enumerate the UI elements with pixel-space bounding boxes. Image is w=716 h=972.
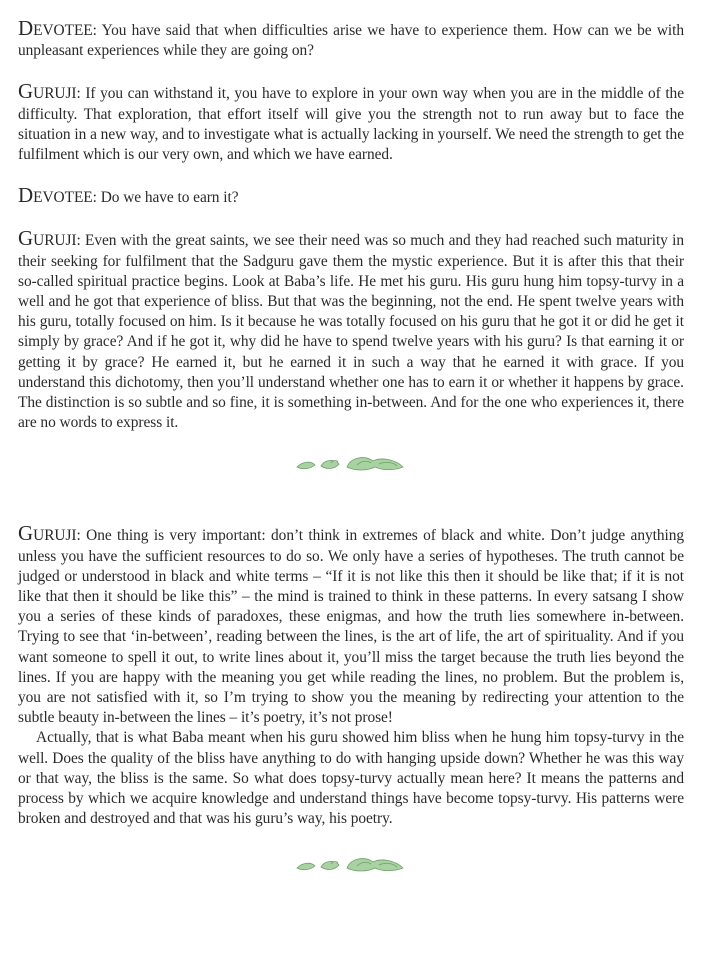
speaker-name: DEVOTEE: [18, 183, 93, 208]
dialogue-paragraph: DEVOTEE: You have said that when difficulties arise we have to experience them. How can we be with unpleasant experiences while they are going on?: [18, 16, 684, 60]
dialogue-paragraph: GURUJI: Even with the great saints, we see their need was so much and they had reached such maturity in their seeking for fulfilment that the Sadguru gave them the mystic experience. But it is after this that their so-called spiritual practice begins. Look at Baba’s life. He met his guru. His guru hung him topsy-turvy in a well and he got that experience of bliss. But that was the beginning, not the end. He spent twelve years with his guru, totally focused on him. Is it because he was totally focused on his guru that he got it or did he get it simply by grace? And if he got it, why did he have to spend twelve years with his guru? Is that earning it or getting it by grace? He earned it, but he earned it in such a way that he earned it with grace. If you understand this dichotomy, then you’ll understand whether one has to earn it or whether it happens by grace. The distinction is so subtle and so fine, it is something in-between. And for the one who experiences it, there are no words to express it.: [18, 226, 684, 432]
leaf-sprig-ornament-icon: [295, 453, 407, 473]
speaker-name: GURUJI: [18, 226, 77, 251]
dialogue-paragraph: GURUJI: If you can withstand it, you have to explore in your own way when you are in the middle of the difficulty. That exploration, that effort itself will give you the strength not to run away but to face the situation in a new way, and to investigate what is actually lacking in yourself. We need the strength to get the fulfilment which is our very own, and which we have earned.: [18, 79, 684, 164]
dialogue-paragraph: DEVOTEE: Do we have to earn it?: [18, 183, 239, 208]
speaker-name: GURUJI: [18, 79, 77, 104]
speaker-name: GURUJI: [18, 521, 77, 546]
speaker-name: DEVOTEE: [18, 16, 93, 40]
leaf-sprig-ornament-icon: [295, 854, 407, 874]
continuation-paragraph: Actually, that is what Baba meant when his guru showed him bliss when he hung him topsy-turvy in the well. Does the quality of the bliss have anything to do with hanging upside down? Whether he was this way or that way, the bliss is the same. So what does topsy-turvy actually mean here? It means the patterns and process by which we acquire knowledge and understand things have become topsy-turvy. His patterns were broken and destroyed and that was his guru’s way, his poetry.: [18, 729, 684, 828]
dialogue-paragraph: GURUJI: One thing is very important: don’t think in extremes of black and white. Don’t judge anything unless you have the sufficient resources to do so. We only have a series of hypotheses. The truth cannot be judged or understood in black and white terms – “If it is not like this then it should be like that; if it is not like that then it should be like this” – the mind is trained to think in these patterns. In every satsang I show you a series of these kinds of paradoxes, these enigmas, and how the truth lies somewhere in-between. Trying to see that ‘in-between’, reading between the lines, is the art of life, the art of spirituality. And if you want someone to spell it out, to write lines about it, you’ll miss the target because the truth lies beyond the lines. If you are happy with the meaning you get while reading the lines, no problem. But the problem is, you are not satisfied with it, so I’m trying to show you the meaning by redirecting your attention to the subtle beauty in-between the lines – it’s poetry, it’s not prose!: [18, 521, 684, 727]
document-page: [18, 18, 684, 874]
